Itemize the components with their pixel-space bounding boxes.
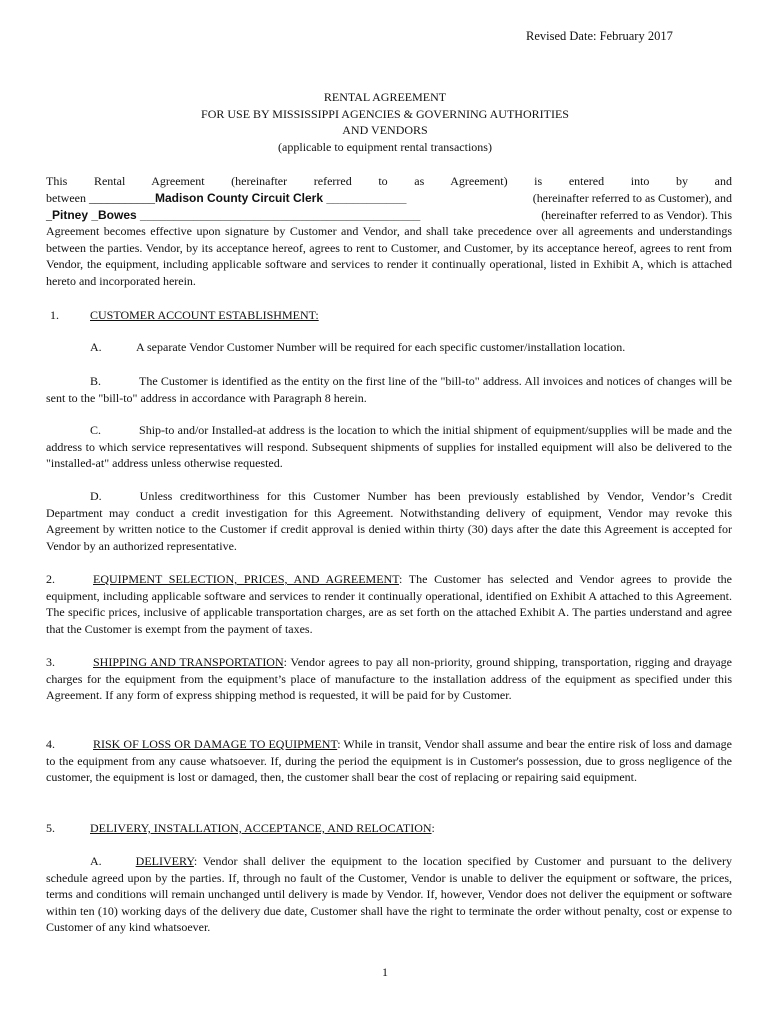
section-3	[46, 654, 732, 704]
section-5a-text: : Vendor shall deliver the equipment to the location specified by Customer and pursuant to the delivery schedule agreed upon by the parties. If, through no fault of the Customer, Vendor is unable to deliver the equipment or software, the prices, terms and conditions will remain unchanged until delivery is made by Vendor. If, however, Vendor does not deliver the equipment or software within ten (10) working days of the delivery due date, Customer shall have the right to terminate the order without penalty, cost or expense to Customer of any kind whatsoever.	[46, 854, 732, 934]
section-5-heading-suffix: :	[431, 821, 435, 835]
intro-line-2-left	[46, 190, 406, 207]
section-4	[46, 736, 732, 786]
title-line-2: FOR USE BY MISSISSIPPI AGENCIES & GOVERNING AUTHORITIES	[201, 106, 569, 121]
blank-prefix: between ___________	[46, 191, 155, 205]
section-4-number: 4.	[46, 737, 55, 751]
section-2-heading: EQUIPMENT SELECTION, PRICES, AND AGREEMENT	[93, 572, 399, 586]
section-5a-heading: DELIVERY	[135, 854, 194, 868]
intro-line-3-left	[46, 207, 420, 224]
section-1d	[46, 488, 732, 554]
title-line-4: (applicable to equipment rental transactions)	[278, 139, 492, 154]
intro-line-2-right: (hereinafter referred to as Customer), and	[532, 191, 732, 205]
section-5a	[46, 853, 732, 936]
revised-date: Revised Date: February 2017	[526, 29, 673, 43]
section-1c-label: C.	[90, 423, 102, 437]
section-1a-label: A.	[90, 340, 102, 354]
intro-line-2	[46, 190, 732, 207]
section-5-number: 5.	[46, 821, 55, 835]
section-2-text: : The Customer has selected and Vendor agrees to provide the equipment, including applicable software and services to render it continually operational, identified on Exhibit A attached to this Agreement. The specific prices, inclusive of applicable transportation charges, are as set forth on the attached Exhibit A. The parties understand and agree that the Customer is exempt from the payment of taxes.	[46, 572, 733, 636]
section-1b-text: The Customer is identified as the entity on the first line of the "bill-to" address. All invoices and notices of changes will be sent to the "bill-to" address in accordance with Paragraph 8 herein.	[46, 374, 732, 405]
section-1-heading: CUSTOMER ACCOUNT ESTABLISHMENT:	[90, 308, 319, 322]
title-line-1: RENTAL AGREEMENT	[323, 90, 447, 104]
document-title	[0, 89, 770, 155]
intro-line-3-right: (hereinafter referred to as Vendor). This	[541, 208, 732, 222]
customer-blank: ____________	[323, 191, 407, 205]
section-4-text: : While in transit, Vendor shall assume and bear the entire risk of loss and damage to the equipment from any cause whatsoever. If, during the period the equipment is in Customer's possession, due to gross negligence of the customer, the equipment is lost or damaged, then, the customer shall bear the cost of replacing or repairing said equipment.	[46, 737, 732, 784]
section-1a-text: A separate Vendor Customer Number will be required for each specific customer/installation location.	[136, 340, 626, 354]
customer-name: Madison County Circuit Clerk	[154, 191, 324, 205]
section-1c	[46, 422, 732, 472]
section-1d-label: D.	[90, 489, 102, 503]
section-2-number: 2.	[46, 572, 55, 586]
vendor-prefix: _	[46, 208, 52, 222]
section-3-heading: SHIPPING AND TRANSPORTATION	[93, 655, 284, 669]
page-number: 1	[382, 965, 388, 979]
section-3-text: : Vendor agrees to pay all non-priority, ground shipping, transportation, rigging and drayage charges for the equipment from the equipment’s place of manufacture to the installation address of the equipment as specified under this Agreement. If any form of express shipping method is requested, it will be paid for by Customer.	[46, 655, 733, 702]
vendor-blank: __________________________________________	[136, 208, 421, 222]
vendor-name: Pitney _Bowes	[52, 208, 137, 222]
section-1-number: 1.	[50, 308, 59, 322]
section-1d-text: Unless creditworthiness for this Customer Number has been previously established by Vendor, Vendor’s Credit Department may conduct a credit investigation for this Agreement. Notwithstanding delivery of equipment, Vendor may revoke this Agreement by written notice to the Customer if credit approval is denied within thirty (30) days after the date this Agreement is accepted for Vendor by an authorized representative.	[46, 489, 732, 553]
section-1c-text: Ship-to and/or Installed-at address is the location to which the initial shipment of equipment/supplies will be made and the address to which service representatives will respond. Subsequent shipments of supplies for installed equipment will also be delivered to the "installed-at" address unless otherwise requested.	[46, 423, 732, 470]
title-line-3: AND VENDORS	[342, 123, 428, 137]
intro-line-1: This Rental Agreement (hereinafter referred to as Agreement) is entered into by and	[46, 174, 732, 188]
section-5-heading-wrap	[90, 820, 435, 837]
section-5a-label: A.	[90, 854, 102, 868]
section-5-heading: DELIVERY, INSTALLATION, ACCEPTANCE, AND RELOCATION	[90, 821, 432, 835]
intro-line-3	[46, 207, 732, 224]
section-1b-label: B.	[90, 374, 102, 388]
section-1b	[46, 373, 732, 406]
section-4-heading: RISK OF LOSS OR DAMAGE TO EQUIPMENT	[93, 737, 338, 751]
intro-body: Agreement becomes effective upon signature by Customer and Vendor, and shall take precedence over all agreements and understandings between the parties. Vendor, by its acceptance hereof, agrees to rent to Customer, and Customer, by its acceptance hereof, agrees to rent from Vendor, the equipment, including applicable software and services to render it continually operational, listed in Exhibit A, which is attached hereto and incorporated herein.	[46, 224, 732, 288]
section-2	[46, 571, 732, 637]
section-3-number: 3.	[46, 655, 55, 669]
